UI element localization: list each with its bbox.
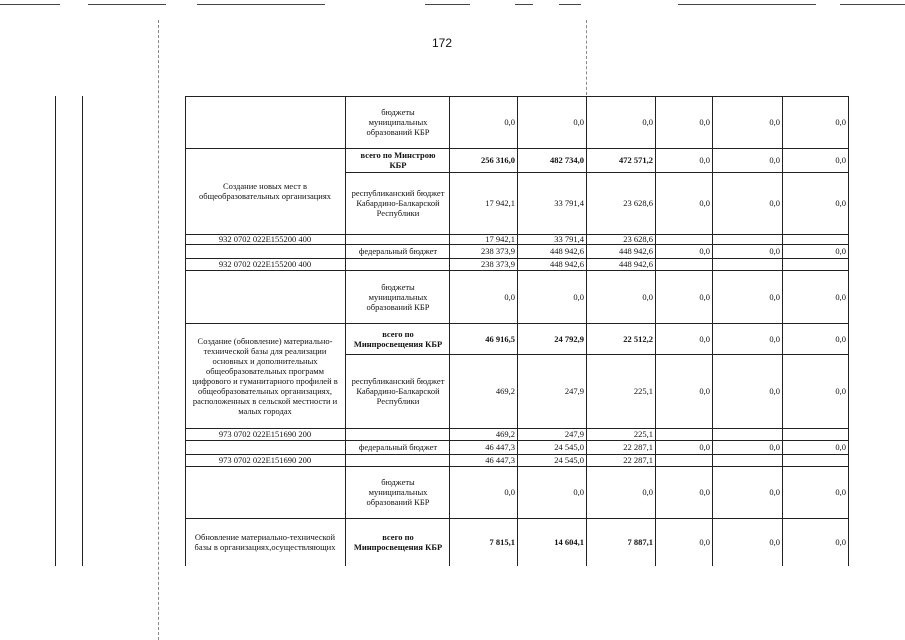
value-cell: 7 887,1 [627, 537, 653, 547]
value-cell: 469,2 [495, 429, 515, 439]
value-cell: 0,0 [769, 155, 780, 165]
value-cell: 0,0 [573, 487, 584, 497]
value-cell: 22 287,1 [623, 442, 653, 452]
scan-rule [515, 4, 533, 5]
value-cell: 0,0 [504, 291, 515, 302]
value-cell: 0,0 [769, 291, 780, 302]
value-cell: 0,0 [699, 442, 710, 452]
scan-rule [559, 4, 581, 5]
value-cell: 0,0 [699, 386, 710, 396]
value-cell: 247,9 [564, 386, 584, 396]
measure-name: Создание новых мест в общеобразовательных организациях [199, 181, 331, 201]
budget-code: 932 0702 022E155200 400 [218, 234, 312, 244]
value-cell: 0,0 [769, 117, 780, 127]
funding-source: всего по Минпросвещения КБР [353, 328, 443, 349]
table-border [55, 96, 56, 566]
value-cell: 238 373,9 [481, 246, 515, 256]
value-cell: 23 628,6 [623, 198, 653, 208]
value-cell: 33 791,4 [554, 198, 584, 208]
value-cell: 0,0 [835, 442, 846, 452]
value-cell: 17 942,1 [485, 234, 515, 244]
scan-rule [0, 4, 60, 5]
table-border [185, 96, 186, 566]
funding-source: бюджеты муниципальных образований КБР [366, 477, 430, 507]
budget-code: 973 0702 022E151690 200 [218, 429, 312, 439]
value-cell: 0,0 [642, 117, 653, 127]
value-cell: 238 373,9 [481, 259, 515, 269]
value-cell: 0,0 [835, 487, 846, 497]
value-cell: 0,0 [835, 198, 846, 208]
value-cell: 0,0 [835, 246, 846, 256]
value-cell: 0,0 [504, 487, 515, 497]
table-border [848, 96, 849, 566]
value-cell: 0,0 [835, 333, 846, 344]
funding-source: федеральный бюджет [358, 442, 438, 452]
value-cell: 448 942,6 [619, 259, 653, 269]
value-cell: 472 571,2 [619, 155, 653, 165]
budget-code: 932 0702 022E155200 400 [218, 259, 312, 269]
scan-artifact [158, 20, 159, 640]
value-cell: 0,0 [699, 333, 710, 344]
value-cell: 448 942,6 [550, 246, 584, 256]
value-cell: 22 287,1 [623, 455, 653, 465]
value-cell: 0,0 [642, 487, 653, 497]
funding-source: всего по Минстрою КБР [360, 150, 436, 170]
value-cell: 46 447,3 [485, 455, 515, 465]
value-cell: 0,0 [835, 386, 846, 396]
value-cell: 33 791,4 [554, 234, 584, 244]
value-cell: 0,0 [769, 537, 780, 547]
value-cell: 7 815,1 [489, 537, 515, 547]
value-cell: 0,0 [699, 155, 710, 165]
value-cell: 22 512,2 [623, 333, 653, 344]
value-cell: 24 792,9 [554, 333, 584, 344]
value-cell: 0,0 [699, 117, 710, 127]
value-cell: 0,0 [504, 117, 515, 127]
value-cell: 482 734,0 [550, 155, 584, 165]
value-cell: 23 628,6 [623, 234, 653, 244]
value-cell: 256 316,0 [481, 155, 515, 165]
funding-source: всего по Минпросвещения КБР [353, 532, 443, 552]
measure-name: Обновление материально-технической базы в организациях,осуществляющих [194, 532, 336, 552]
value-cell: 0,0 [699, 537, 710, 547]
funding-source: республиканский бюджет Кабардино-Балкарской Республики [351, 188, 445, 218]
funding-source: республиканский бюджет Кабардино-Балкарской Республики [351, 376, 445, 406]
value-cell: 24 545,0 [554, 455, 584, 465]
value-cell: 225,1 [633, 429, 653, 439]
value-cell: 0,0 [573, 117, 584, 127]
scan-rule [840, 4, 905, 5]
value-cell: 0,0 [835, 117, 846, 127]
value-cell: 0,0 [835, 155, 846, 165]
scan-rule [197, 4, 325, 5]
funding-source: бюджеты муниципальных образований КБР [366, 281, 430, 312]
funding-source: федеральный бюджет [358, 246, 438, 256]
value-cell: 469,2 [495, 386, 515, 396]
budget-code: 973 0702 022E151690 200 [218, 455, 312, 465]
value-cell: 0,0 [769, 333, 780, 344]
scan-rule [425, 4, 470, 5]
value-cell: 0,0 [699, 291, 710, 302]
table-border [82, 96, 83, 566]
value-cell: 225,1 [633, 386, 653, 396]
value-cell: 0,0 [573, 291, 584, 302]
value-cell: 0,0 [835, 537, 846, 547]
page-number: 172 [432, 36, 453, 50]
value-cell: 448 942,6 [619, 246, 653, 256]
scan-rule [88, 4, 166, 5]
value-cell: 0,0 [769, 246, 780, 256]
value-cell: 14 604,1 [554, 537, 584, 547]
value-cell: 0,0 [699, 487, 710, 497]
value-cell: 46 447,3 [485, 442, 515, 452]
value-cell: 247,9 [564, 429, 584, 439]
scan-artifact [586, 20, 587, 95]
scan-rule [678, 4, 816, 5]
value-cell: 0,0 [769, 198, 780, 208]
table-border [345, 96, 346, 566]
value-cell: 0,0 [642, 291, 653, 302]
value-cell: 0,0 [769, 442, 780, 452]
value-cell: 24 545,0 [554, 442, 584, 452]
funding-source: бюджеты муниципальных образований КБР [366, 107, 430, 137]
value-cell: 0,0 [769, 487, 780, 497]
value-cell: 0,0 [835, 291, 846, 302]
value-cell: 46 916,5 [485, 333, 515, 344]
value-cell: 0,0 [699, 198, 710, 208]
value-cell: 0,0 [769, 386, 780, 396]
measure-name: Создание (обновление) материально-технической базы для реализации основных и дополнительных общеобразовательных программ цифрового и гуманитарного профилей в общеобразовательных организациях, расположенных в сельской местности и малых городах [192, 335, 338, 416]
value-cell: 448 942,6 [550, 259, 584, 269]
value-cell: 17 942,1 [485, 198, 515, 208]
value-cell: 0,0 [699, 246, 710, 256]
